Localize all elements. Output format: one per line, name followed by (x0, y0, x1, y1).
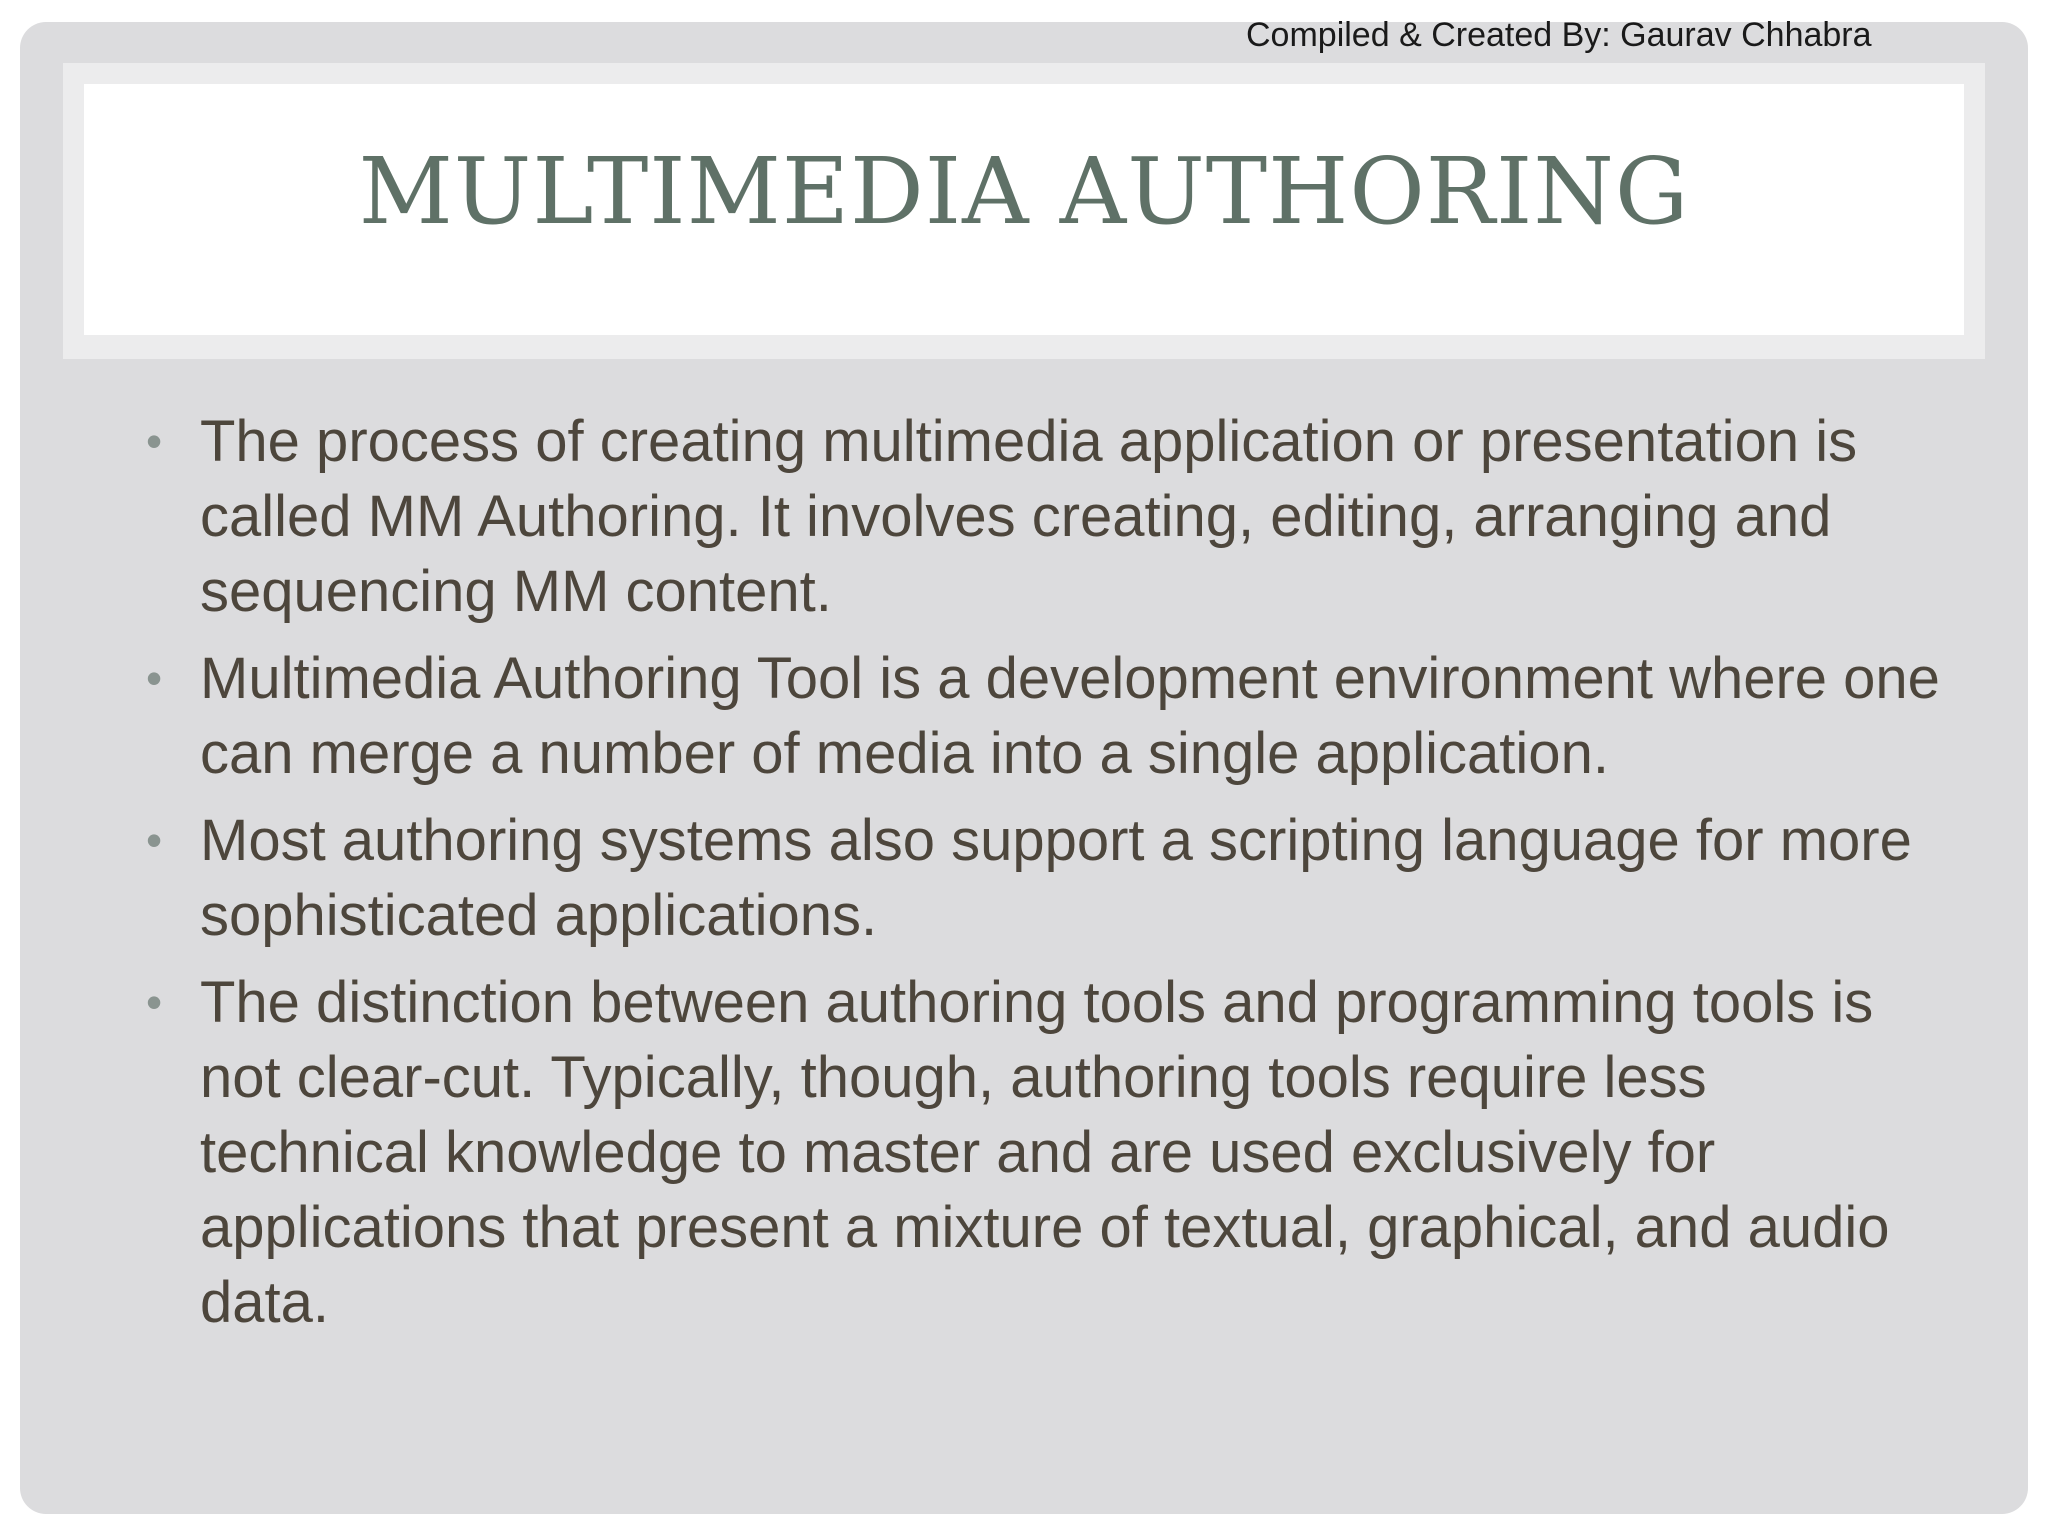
bullet-text: Multimedia Authoring Tool is a development environment where one can merge a number of media into a single application. (200, 646, 1940, 786)
bullet-text: The process of creating multimedia application or presentation is called MM Authoring. It involves creating, editing, arranging and sequencing MM content. (200, 409, 1858, 624)
bullet-text: The distinction between authoring tools and programming tools is not clear-cut. Typically, though, authoring tools require less technical knowledge to master and are used exclusively for applications that present a mixture of textual, graphical, and audio data. (200, 970, 1890, 1335)
bullet-marker-icon: • (146, 415, 163, 467)
bullet-text: Most authoring systems also support a scripting language for more sophisticated applications. (200, 808, 1912, 948)
bullet-marker-icon: • (146, 976, 163, 1028)
title-box (84, 84, 1964, 335)
bullet-list (146, 404, 1946, 1352)
slide-title: MULTIMEDIA AUTHORING (358, 138, 1690, 245)
credit-text: Compiled & Created By: Gaurav Chhabra (1246, 16, 1872, 54)
bullet-marker-icon: • (146, 652, 163, 704)
bullet-item (146, 641, 1946, 791)
bullet-item (146, 803, 1946, 953)
bullet-item (146, 965, 1946, 1340)
bullet-marker-icon: • (146, 814, 163, 866)
bullet-item (146, 404, 1946, 629)
